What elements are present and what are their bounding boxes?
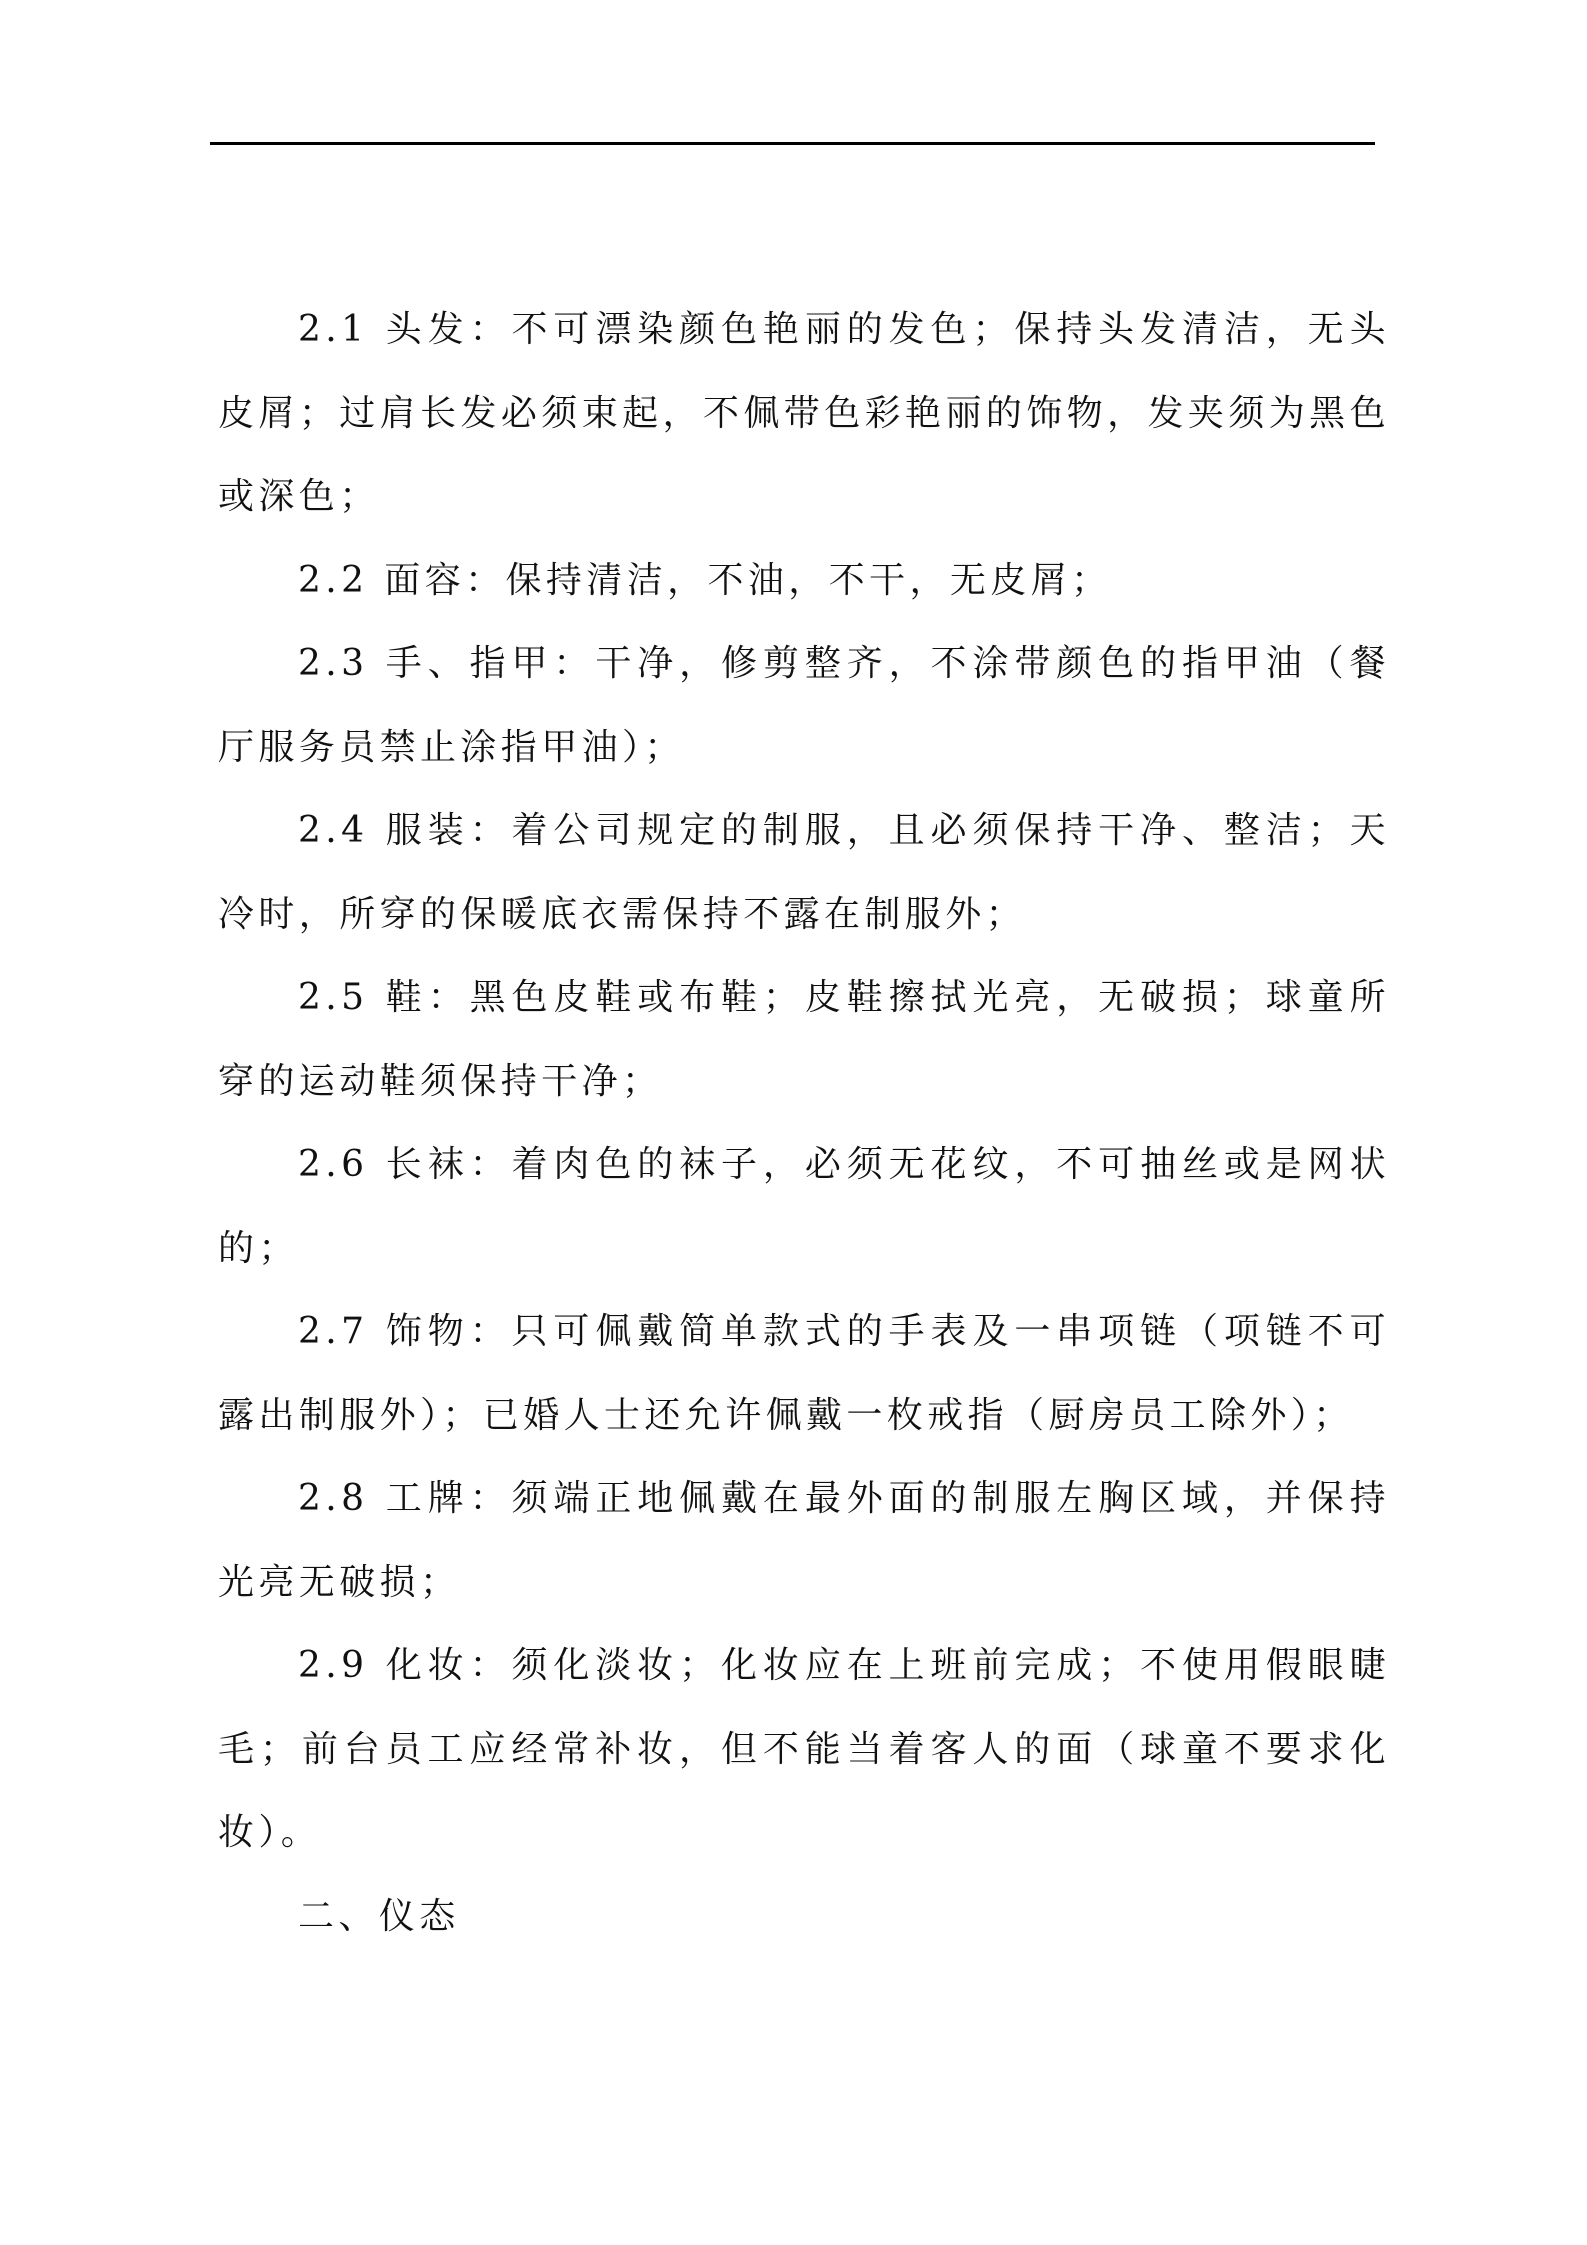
paragraph-2-2: 2.2 面容：保持清洁，不油，不干，无皮屑；: [298, 559, 1112, 601]
paragraph-2-4: 2.4 服装：着公司规定的制服，且必须保持干净、整洁；天冷时，所穿的保暖底衣需保持不露在制服外；: [218, 810, 1390, 935]
paragraph-2-1: 2.1 头发：不可漂染颜色艳丽的发色；保持头发清洁，无头皮屑；过肩长发必须束起，不佩带色彩艳丽的饰物，发夹须为黑色或深色；: [218, 309, 1390, 517]
paragraph-2-5: 2.5 鞋：黑色皮鞋或布鞋；皮鞋擦拭光亮，无破损；球童所穿的运动鞋须保持干净；: [218, 977, 1390, 1102]
header-rule: [210, 142, 1375, 145]
section-heading: 二、仪态: [298, 1895, 460, 1937]
document-body: [218, 288, 1390, 1958]
paragraph-2-7: 2.7 饰物：只可佩戴简单款式的手表及一串项链（项链不可露出制服外）；已婚人士还允许佩戴一枚戒指（厨房员工除外）；: [218, 1311, 1390, 1436]
paragraph-2-8: 2.8 工牌：须端正地佩戴在最外面的制服左胸区域，并保持光亮无破损；: [218, 1478, 1390, 1603]
paragraph-2-9: 2.9 化妆：须化淡妆；化妆应在上班前完成；不使用假眼睫毛；前台员工应经常补妆，但不能当着客人的面（球童不要求化妆）。: [218, 1645, 1390, 1853]
paragraph-2-6: 2.6 长袜：着肉色的袜子，必须无花纹，不可抽丝或是网状的；: [218, 1144, 1390, 1269]
paragraph-2-3: 2.3 手、指甲：干净，修剪整齐，不涂带颜色的指甲油（餐厅服务员禁止涂指甲油）；: [218, 643, 1390, 768]
